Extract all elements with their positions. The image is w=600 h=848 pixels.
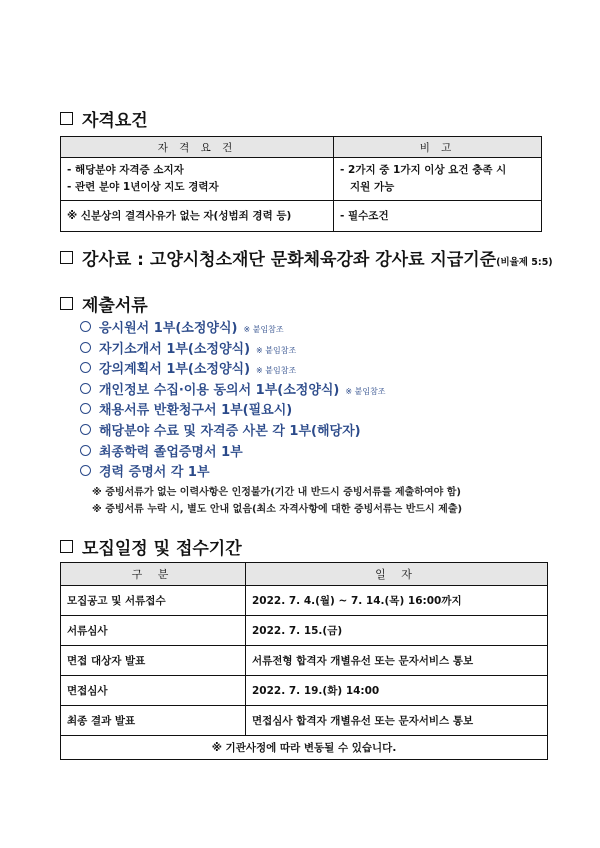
document-label: 최종학력 졸업증명서 1부 [99, 444, 243, 460]
section-title-fee [60, 245, 553, 270]
table-header-row [61, 563, 548, 586]
document-label: 응시원서 1부(소정양식) [99, 321, 238, 336]
table-cell [334, 158, 542, 201]
table-row [61, 646, 548, 676]
circle-bullet-icon [80, 383, 91, 394]
section-title-schedule [60, 534, 242, 559]
section-title-documents [60, 291, 148, 316]
list-item [80, 463, 386, 484]
list-item [80, 360, 386, 381]
documents-list [80, 319, 386, 484]
circle-bullet-icon [80, 424, 91, 435]
section-title-suffix: (비율제 5:5) [496, 257, 553, 268]
table-header-cell: 비 고 [334, 137, 542, 158]
schedule-item: 최종 결과 발표 [61, 706, 246, 736]
document-note: ※ 붙임참조 [256, 345, 297, 355]
circle-bullet-icon [80, 445, 91, 456]
document-label: 채용서류 반환청구서 1부(필요시) [99, 403, 293, 419]
document-note: ※ 붙임참조 [243, 325, 284, 334]
table-row [61, 586, 548, 616]
list-item [80, 340, 386, 361]
section-title-qualifications [60, 106, 148, 131]
table-header-cell: 자 격 요 건 [61, 137, 334, 158]
requirement-line: - 관련 분야 1년이상 지도 경력자 [67, 181, 219, 193]
document-label: 자기소개서 1부(소정양식) [99, 341, 251, 357]
list-item [80, 381, 386, 402]
section-title-text: 모집일정 및 접수기간 [82, 539, 242, 559]
checkbox-square-icon [60, 540, 73, 553]
document-label: 경력 증명서 각 1부 [99, 465, 210, 481]
schedule-footer-note: ※ 기관사정에 따라 변동될 수 있습니다. [61, 736, 548, 760]
schedule-item: 모집공고 및 서류접수 [61, 586, 246, 616]
checkbox-square-icon [60, 251, 73, 264]
schedule-date: 면접심사 합격자 개별유선 또는 문자서비스 통보 [246, 706, 548, 736]
table-cell [61, 158, 334, 201]
section-title-text: 제출서류 [82, 296, 148, 316]
requirement-line: - 해당분야 자격증 소지자 [67, 164, 184, 176]
footnote: ※ 증빙서류가 없는 이력사항은 인정불가(기간 내 반드시 증빙서류를 제출하여야 함) [92, 487, 461, 498]
qualifications-table [60, 136, 542, 232]
table-cell: - 필수조건 [334, 201, 542, 232]
circle-bullet-icon [80, 465, 91, 476]
table-header-row [61, 137, 542, 158]
document-label: 해당분야 수료 및 자격증 사본 각 1부(해당자) [99, 423, 361, 439]
table-cell: ※ 신분상의 결격사유가 없는 자(성범죄 경력 등) [61, 201, 334, 232]
table-row [61, 706, 548, 736]
checkbox-square-icon [60, 112, 73, 125]
circle-bullet-icon [80, 342, 91, 353]
table-row [61, 616, 548, 646]
circle-bullet-icon [80, 321, 91, 332]
documents-footnotes [92, 484, 462, 518]
schedule-item: 면접심사 [61, 676, 246, 706]
section-title-text: 강사료 : 고양시청소재단 문화체육강좌 강사료 지급기준 [82, 250, 497, 270]
schedule-date: 2022. 7. 4.(월) ~ 7. 14.(목) 16:00까지 [246, 586, 548, 616]
circle-bullet-icon [80, 362, 91, 373]
list-item [80, 319, 386, 340]
table-footer-row [61, 736, 548, 760]
note-line: - 2가지 중 1가지 이상 요건 충족 시 [340, 164, 507, 176]
table-row [61, 201, 542, 232]
schedule-date: 2022. 7. 19.(화) 14:00 [246, 676, 548, 706]
document-label: 강의계획서 1부(소정양식) [99, 362, 251, 378]
document-note: ※ 붙임참조 [345, 386, 386, 396]
table-header-cell: 구 분 [61, 563, 246, 586]
note-line: 지원 가능 [350, 181, 395, 193]
table-row [61, 158, 542, 201]
schedule-date: 2022. 7. 15.(금) [246, 616, 548, 646]
document-note: ※ 붙임참조 [256, 366, 297, 376]
circle-bullet-icon [80, 403, 91, 414]
document-label: 개인정보 수집·이용 동의서 1부(소정양식) [99, 382, 340, 398]
table-row [61, 676, 548, 706]
schedule-date: 서류전형 합격자 개별유선 또는 문자서비스 통보 [246, 646, 548, 676]
list-item [80, 422, 386, 443]
checkbox-square-icon [60, 297, 73, 310]
list-item [80, 443, 386, 464]
section-title-text: 자격요건 [82, 111, 148, 131]
list-item [80, 401, 386, 422]
table-header-cell: 일 자 [246, 563, 548, 586]
schedule-item: 면접 대상자 발표 [61, 646, 246, 676]
schedule-item: 서류심사 [61, 616, 246, 646]
footnote: ※ 증빙서류 누락 시, 별도 안내 없음(최소 자격사항에 대한 증빙서류는 반드시 제출) [92, 504, 463, 515]
schedule-table [60, 562, 548, 760]
